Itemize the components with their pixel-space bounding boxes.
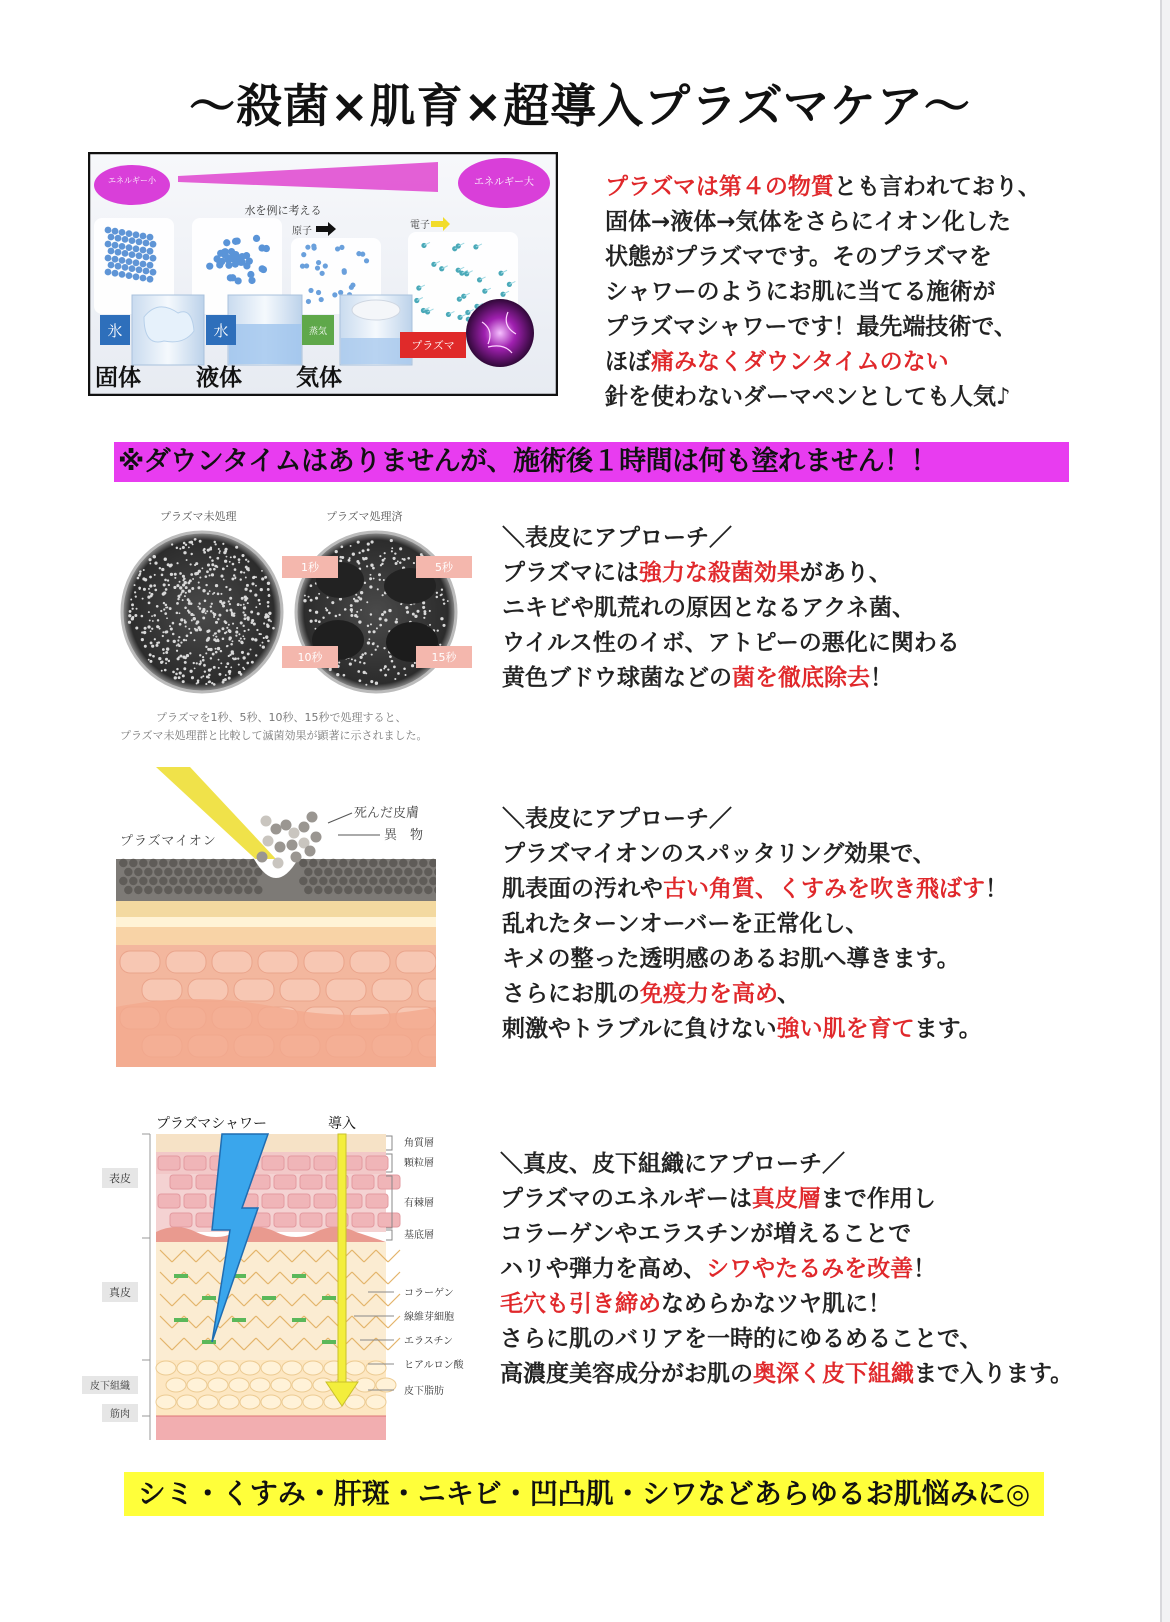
svg-text:基底層: 基底層	[404, 1230, 434, 1241]
highlight-text: 免疫力を高め	[640, 981, 778, 1007]
body-text: 状態がプラズマです。そのプラズマを	[605, 244, 992, 270]
body-text: プラズマイオンのスパッタリング効果で、	[502, 841, 936, 867]
svg-text:蒸気: 蒸気	[308, 327, 328, 337]
highlight-text: 古い角質、くすみを吹き飛ばす	[663, 876, 985, 902]
body-text: ウイルス性のイボ、アトピーの悪化に関わる	[502, 630, 960, 656]
page-title: ～殺菌×肌育×超導入プラズマケア～	[189, 79, 971, 133]
body-text: があり、	[799, 560, 892, 586]
section2-line	[502, 977, 1008, 1012]
svg-text:筋肉: 筋肉	[110, 1409, 130, 1420]
section1-line	[502, 661, 960, 696]
svg-text:顆粒層: 顆粒層	[404, 1158, 434, 1169]
svg-text:真皮: 真皮	[109, 1286, 131, 1299]
body-text: 固体→液体→気体をさらにイオン化した	[605, 209, 1011, 235]
svg-text:プラズマ: プラズマ	[411, 339, 455, 352]
body-text: なめらかなツヤ肌に！	[661, 1291, 891, 1317]
svg-text:表皮: 表皮	[109, 1172, 131, 1185]
states-of-matter-diagram	[88, 152, 558, 396]
svg-text:氷: 氷	[107, 322, 123, 340]
section3-paragraph	[500, 1147, 1073, 1392]
highlight-text: プラズマは第４の物質	[605, 174, 834, 200]
body-text: シャワーのようにお肌に当てる施術が	[605, 279, 996, 305]
section1-line	[502, 626, 960, 661]
section3-line	[500, 1322, 1073, 1357]
body-text: とも言われており、	[833, 174, 1041, 200]
energy-small-bubble	[94, 165, 170, 205]
svg-text:角質層: 角質層	[404, 1138, 434, 1149]
body-text: ほぼ	[605, 349, 651, 375]
gas-label: 気体	[296, 365, 342, 391]
skin-layers-diagram	[82, 1112, 482, 1442]
section2-line	[502, 907, 1008, 942]
svg-text:皮下組織: 皮下組織	[90, 1381, 130, 1392]
highlight-text: 強力な殺菌効果	[638, 560, 800, 586]
plasma-shower-label: プラズマシャワー	[156, 1116, 268, 1132]
energy-small-text: エネルギー小	[108, 176, 156, 185]
highlight-text: シワやたるみを改善	[706, 1256, 914, 1282]
section1-line	[502, 556, 960, 591]
petri-dishes	[118, 528, 478, 696]
intro-line	[605, 205, 1041, 240]
body-text: 肌表面の汚れや	[502, 876, 663, 902]
body-text: ！	[913, 1256, 937, 1282]
body-text: 、	[777, 981, 801, 1007]
electron-label: 電子	[410, 220, 430, 231]
svg-text:有棘層: 有棘層	[404, 1198, 434, 1209]
body-text: まで入ります。	[914, 1361, 1074, 1387]
body-text: プラズマには	[502, 560, 639, 586]
intro-line	[605, 275, 1041, 310]
body-text: キメの整った透明感のあるお肌へ導きます。	[502, 946, 960, 972]
section1-paragraph	[502, 521, 960, 696]
body-text: ！	[870, 665, 893, 691]
section2-line	[502, 837, 1008, 872]
atom-label: 原子	[292, 226, 312, 237]
body-text: 針を使わないダーマペンとしても人気♪	[605, 384, 1011, 410]
svg-text:コラーゲン: コラーゲン	[404, 1288, 454, 1299]
energy-large-text: エネルギー大	[474, 177, 534, 188]
solid-label: 固体	[95, 365, 141, 391]
intro-line	[605, 240, 1041, 275]
body-text: プラズマシャワーです！最先端技術で、	[605, 314, 1017, 340]
section3-line	[500, 1287, 1073, 1322]
plasma-beam	[156, 767, 276, 867]
introduction-label: 導入	[328, 1116, 356, 1132]
body-text: ＼表皮にアプローチ／	[502, 806, 732, 832]
highlight-text: 真皮層	[751, 1186, 821, 1212]
petri-caption-2: プラズマ未処理群と比較して滅菌効果が顕著に示されました。	[120, 729, 428, 742]
body-text: ます。	[914, 1016, 982, 1042]
body-text: さらに肌のバリアを一時的にゆるめることで、	[500, 1326, 983, 1352]
svg-text:皮下脂肪: 皮下脂肪	[404, 1386, 444, 1397]
svg-text:エラスチン: エラスチン	[404, 1336, 453, 1347]
highlight-text: 毛穴も引き締め	[500, 1291, 661, 1317]
body-text: 乱れたターンオーバーを正常化し、	[502, 911, 869, 937]
highlight-text: 菌を徹底除去	[732, 665, 870, 691]
intro-line	[605, 380, 1041, 415]
petri-treated-label: プラズマ処理済	[326, 510, 403, 523]
body-text: ハリや弾力を高め、	[500, 1256, 707, 1282]
notice-banner: ※ダウンタイムはありませんが、施術後１時間は何も塗れません！！	[114, 442, 1069, 482]
footer-banner: シミ・くすみ・肝斑・ニキビ・凹凸肌・シワなどあらゆるお肌悩みに◎	[124, 1472, 1044, 1516]
highlight-text: 奥深く皮下組織	[753, 1361, 914, 1387]
svg-text:5秒: 5秒	[435, 561, 453, 574]
body-text: ニキビや肌荒れの原因となるアクネ菌、	[502, 595, 916, 621]
body-text: プラズマのエネルギーは	[500, 1186, 752, 1212]
svg-text:10秒: 10秒	[297, 651, 323, 664]
section1-line	[502, 521, 960, 556]
svg-text:1秒: 1秒	[301, 561, 319, 574]
petri-untreated-label: プラズマ未処理	[160, 510, 237, 523]
section1-line	[502, 591, 960, 626]
svg-text:ヒアルロン酸: ヒアルロン酸	[404, 1360, 464, 1371]
body-text: コラーゲンやエラスチンが増えることで	[500, 1221, 912, 1247]
section3-line	[500, 1252, 1073, 1287]
body-text: 刺激やトラブルに負けない	[502, 1016, 777, 1042]
body-text: 高濃度美容成分がお肌の	[500, 1361, 753, 1387]
body-text: 黄色ブドウ球菌などの	[502, 665, 732, 691]
section2-line	[502, 1012, 1008, 1047]
intro-line	[605, 345, 1041, 380]
dead-skin-label: 死んだ皮膚	[354, 806, 420, 821]
body-text: さらにお肌の	[502, 981, 640, 1007]
skin-sputtering-diagram	[116, 767, 436, 1067]
body-text: ！	[985, 876, 1008, 902]
body-text: ＼表皮にアプローチ／	[502, 525, 732, 551]
section2-line	[502, 942, 1008, 977]
intro-line	[605, 310, 1041, 345]
section2-paragraph	[502, 802, 1008, 1047]
section2-line	[502, 872, 1008, 907]
section3-line	[500, 1147, 1073, 1182]
section3-line	[500, 1357, 1073, 1392]
water-example-text: 水を例に考える	[244, 204, 322, 217]
highlight-text: 強い肌を育て	[776, 1016, 915, 1042]
liquid-label: 液体	[196, 365, 242, 391]
plasma-ion-label: プラズマイオン	[120, 834, 217, 849]
body-text: まで作用し	[820, 1186, 936, 1212]
body-text: ＼真皮、皮下組織にアプローチ／	[500, 1151, 845, 1177]
intro-line	[605, 170, 1041, 205]
svg-text:線維芽細胞: 線維芽細胞	[404, 1312, 454, 1323]
highlight-text: 痛みなくダウンタイムのない	[651, 349, 949, 375]
petri-caption-1: プラズマを1秒、5秒、10秒、15秒で処理すると、	[156, 711, 407, 724]
svg-text:水: 水	[213, 322, 229, 340]
section3-line	[500, 1182, 1073, 1217]
intro-paragraph	[605, 170, 1041, 415]
section3-line	[500, 1217, 1073, 1252]
section2-line	[502, 802, 1008, 837]
svg-text:15秒: 15秒	[431, 651, 457, 664]
foreign-matter-label: 異 物	[384, 828, 424, 843]
